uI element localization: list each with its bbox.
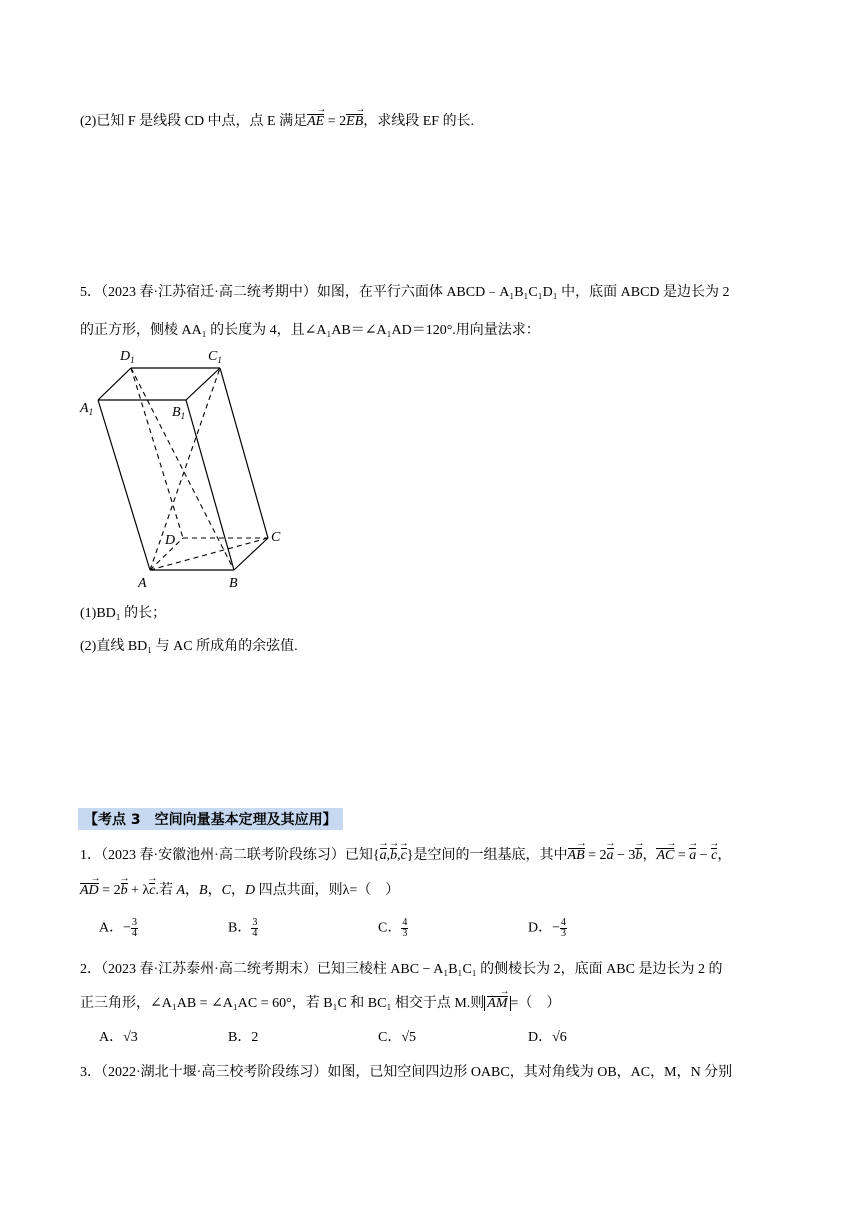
q5-line2: 的正方形，侧棱 AA₁ 的长度为 4，且∠A₁AB＝∠A₁AD＝120°.用向量法求： — [80, 323, 540, 338]
q4-part2-suffix: ，求线段 EF 的长. — [363, 114, 475, 129]
vector-ac: → AC — [656, 848, 674, 863]
section-title: 【考点 3 空间向量基本定理及其应用】 — [78, 808, 343, 830]
q2-option-a: A．√3 — [99, 1030, 138, 1045]
q2-option-d: D．√6 — [528, 1030, 567, 1045]
q5-line1: 5．（2023 春·江苏宿迁·高二统考期中）如图，在平行六面体 ABCD﹣A₁B₁C₁D₁ 中，底面 ABCD 是边长为 2 — [80, 285, 730, 300]
q3-line1: 3．（2022·湖北十堰·高三校考阶段练习）如图，已知空间四边形 OABC，其对角线为 OB，AC，M，N 分别 — [80, 1065, 733, 1080]
q2-line2: 正三角形，∠A₁AB = ∠A₁AC = 60°，若 B₁C 和 BC₁ 相交于点 M.则→ AM =（ ） — [80, 994, 560, 1014]
label-b: B — [229, 576, 238, 591]
q2-option-c: C．√5 — [378, 1030, 417, 1045]
q2-option-b: B．2 — [228, 1030, 259, 1045]
label-b1: $B_1$ — [172, 405, 186, 421]
vector-ad: → AD — [80, 883, 99, 898]
q5-sub2: (2)直线 BD₁ 与 AC 所成角的余弦值. — [80, 639, 298, 654]
q2-line1: 2．（2023 春·江苏泰州·高二统考期末）已知三棱柱 ABC − A₁B₁C₁ 的侧棱长为 2，底面 ABC 是边长为 2 的 — [80, 962, 723, 977]
q1-option-d: D．− $\frac{4}{3}$ — [528, 917, 567, 939]
q1-intro: 1．（2023 春·安徽池州·高二联考阶段练习）已知 — [80, 848, 373, 863]
q1-mid: 是空间的一组基底，其中 — [413, 848, 568, 863]
label-d1: $D_1$ — [120, 349, 135, 365]
vector-ae: → AE — [307, 114, 324, 129]
label-c: C — [271, 530, 281, 545]
vector-eb: → EB — [346, 114, 363, 129]
q4-part2-line: (2)已知 F 是线段 CD 中点，点 E 满足→ AE = 2→ EB，求线段 EF 的长. — [80, 112, 474, 132]
vector-ab: → AB — [568, 848, 585, 863]
q1-line1: 1．（2023 春·安徽池州·高二联考阶段练习）已知{→ a,→ b,→ c}是空间的一组基底，其中→ AB = 2→ a − 3→ b，→ AC = → a − → c， — [80, 846, 731, 866]
q1-basis: {→ a,→ b,→ c} — [373, 848, 414, 863]
label-a: A — [138, 576, 147, 591]
q1-option-c: C． $\frac{4}{3}$ — [378, 917, 408, 939]
q5-sub1: (1)BD₁ 的长； — [80, 606, 167, 621]
label-d: D — [165, 533, 176, 548]
q4-part2-prefix: (2)已知 F 是线段 CD 中点，点 E 满足 — [80, 114, 308, 129]
q1-line2: → AD = 2→ b + λ→ c.若 A，B，C，D 四点共面，则λ=（ ） — [80, 881, 399, 901]
q1-option-a: A．− $\frac{3}{4}$ — [99, 917, 138, 939]
parallelepiped-figure — [76, 346, 296, 596]
label-a1: $A_1$ — [80, 401, 94, 417]
label-c1: $C_1$ — [208, 349, 222, 365]
q1-option-b: B． $\frac{3}{4}$ — [228, 917, 258, 939]
